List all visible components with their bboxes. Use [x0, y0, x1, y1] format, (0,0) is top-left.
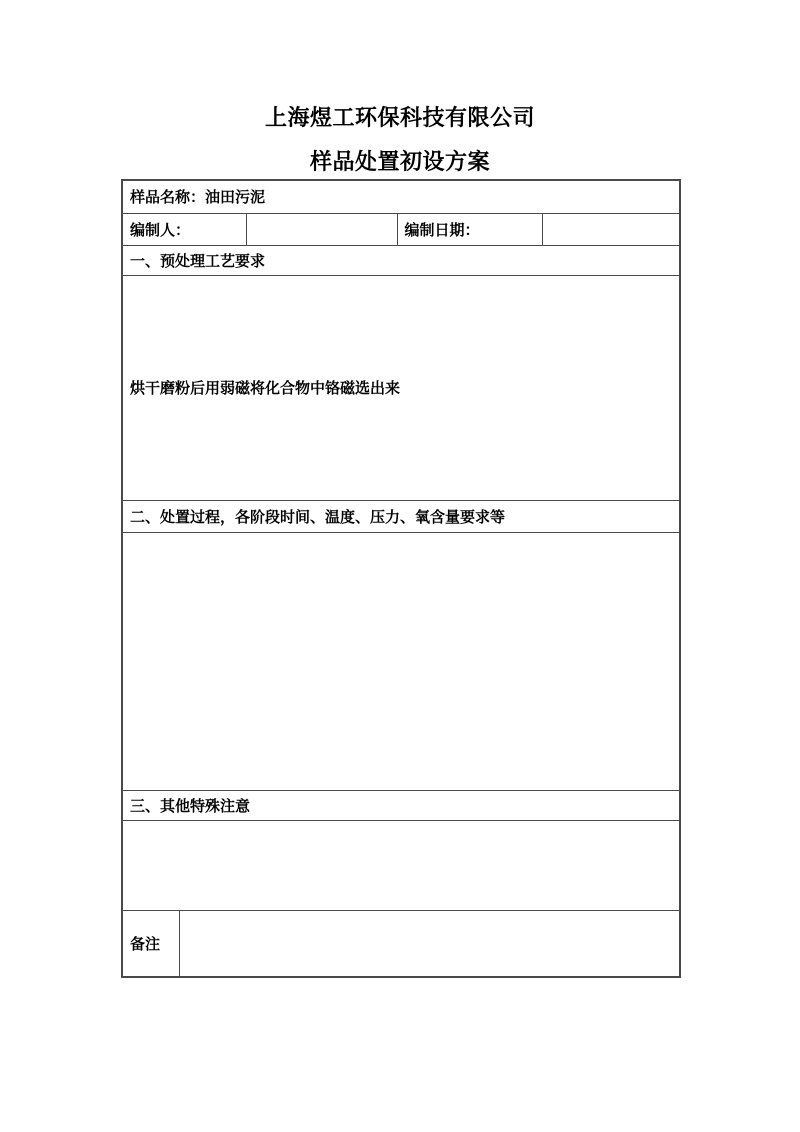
sample-name-label: 样品名称：: [130, 189, 206, 207]
section3-content[interactable]: [122, 820, 680, 910]
section3-content-row: [122, 820, 680, 910]
section1-heading: 一、预处理工艺要求: [122, 245, 680, 275]
author-value-cell[interactable]: [246, 213, 397, 245]
remarks-label-cell: 备注: [122, 910, 179, 977]
section2-heading: 二、处置过程，各阶段时间、温度、压力、氧含量要求等: [122, 500, 680, 532]
section1-heading-row: [122, 245, 680, 275]
date-value-cell[interactable]: [542, 213, 680, 245]
document-subtitle: 样品处置初设方案: [309, 149, 490, 174]
sample-name-cell: [122, 180, 680, 213]
remarks-row: [122, 910, 680, 977]
company-title: 上海煜工环保科技有限公司: [264, 105, 535, 130]
section2-heading-row: [122, 500, 680, 532]
section3-heading: 三、其他特殊注意: [122, 790, 680, 820]
section1-content-row: [122, 275, 680, 500]
section1-content[interactable]: 烘干磨粉后用弱磁将化合物中铬磁选出来: [122, 275, 680, 500]
date-label-cell: 编制日期：: [397, 213, 542, 245]
section2-content[interactable]: [122, 532, 680, 790]
author-date-row: [122, 213, 680, 245]
author-label-cell: 编制人：: [122, 213, 246, 245]
sample-name-row: [122, 180, 680, 213]
sample-disposal-form-table: [121, 179, 681, 978]
section3-heading-row: [122, 790, 680, 820]
sample-name-value: 油田污泥: [205, 189, 266, 207]
remarks-value-cell[interactable]: [179, 910, 680, 977]
section2-content-row: [122, 532, 680, 790]
